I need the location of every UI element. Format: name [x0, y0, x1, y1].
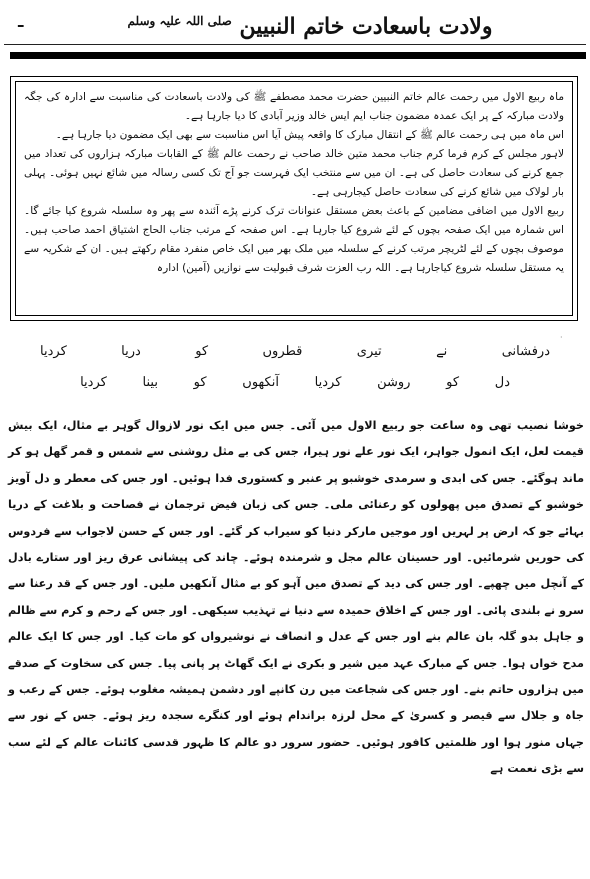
editorial-paragraph: اس ماہ میں ہی رحمت عالم ﷺ کے انتقال مبارک کا واقعہ پیش آیا اس مناسبت سے بھی ایک مضمون دیا جارہا ہے۔	[55, 129, 564, 141]
couplet-line-1	[40, 344, 550, 359]
verse-word: کو	[193, 375, 207, 390]
verse-word: کردیا	[80, 375, 107, 390]
dash-mark: ـ	[18, 12, 24, 31]
title-text: ولادت باسعادت خاتم النبیین	[239, 13, 493, 40]
body-paragraph: خوشا نصیب تھی وہ ساعت جو ربیع الاول میں آئی۔ جس میں ایک نور لازوال گوہر بے مثال، ایک بیش قیمت لعل، ایک انمول جواہر، ایک نور علے نور ہیرا، جس کی بے مثل روشنی سے شمس و قمر گھل ہو کر ماند ہوگئے۔ جس کی ابدی و سرمدی خوشبو پر عنبر و کستوری فدا ہوئیں۔ اور جس کی معطر و دل آویز خوشبو کے تصدق میں پھولوں کو رعنائی ملی۔ جس کی زبان فیض ترجمان نے فصاحت و بلاغت کے دریا بہائے جو کہ ارض پر لہریں اور موجیں مارکر دنیا کو سیراب کر گئے۔ اور جس کے حسن لاجواب سے فردوس کی حوریں شرمائیں۔ اور حسینان عالم مجل و شرمندہ ہوئے۔ چاند کی پیشانی عرق ریز اور ستارے بادل کے آنچل میں چھپے۔ اور جس کی دید کے تصدق میں آہو کو بے مثال آنکھیں ملیں۔ اور جس کے قد رعنا سے سرو نے بلندی پائی۔ اور جس کے اخلاق حمیدہ سے دنیا نے تہذیب سیکھی۔ اور جس کے رحم و کرم سے ظالم و جاہل بدو گلہ بان عالم بنے اور جس کے عدل و انصاف نے نوشیرواں کو مات کیا۔ اور جس کا ایک عالم مدح خواں ہوا۔ جس کے مبارک عہد میں شیر و بکری نے ایک گھاٹ پر پانی پیا۔ جس کی سخاوت کے صدقے میں ہزاروں حاتم بنے۔ اور جس کی شجاعت میں رن کانپے اور دشمن ہمیشہ مغلوب ہوئے۔ جس کے رعب و جاہ و جلال سے قیصر و کسریٰ کے محل لرزہ براندام ہوئے اور کنگرے سجدہ ریز ہوئے۔ جس کے نور سے جہاں منور ہوا اور ظلمتیں کافور ہوئیں۔ حضور سرور دو عالم کا ظہور قدسی کائنات عالم کے لئے سب سے بڑی نعمت ہے	[8, 419, 584, 776]
editorial-paragraph: لاہور مجلس کے کرم فرما کرم جناب محمد متین خالد صاحب نے رحمت عالم ﷺ کے القابات مبارکہ ہزاروں کی تعداد میں جمع کرنے کی سعادت حاصل کی ہے۔ ان میں سے منتخب ایک فہرست جو آج تک کسی رسالہ میں شائع نہیں ہوئی۔ پہلی بار لولاک میں شائع کرنے کی سعادت حاصل کیجارہی ہے۔	[24, 148, 564, 198]
verse-word: کو	[446, 375, 460, 390]
editorial-paragraph: ربیع الاول میں اضافی مضامین کے باعث بعض مستقل عنوانات ترک کرنے پڑے آئندہ سے پھر وہ سلسلہ شروع کیا جائے گا۔ اس شمارہ میں ایک صفحہ بچوں کے لئے شروع کیا جارہا ہے۔ اس صفحہ کے مرتب جناب الحاج اشتیاق احمد صاحب ہیں۔ موصوف بچوں کے لئے لٹریچر مرتب کرنے کے سلسلہ میں ملک بھر میں ایک خاص منفرد مقام رکھتے ہیں۔ ان کے شکریہ سے یہ مستقل سلسلہ شروع کیاجارہا ہے۔ اللہ رب العزت شرف قبولیت سے نوازیں (آمین) ادارہ	[24, 205, 564, 274]
honorific-ligature: صلی اللہ علیہ وسلم	[127, 14, 232, 28]
verse-word: بینا	[142, 375, 158, 390]
verse-word: آنکھوں	[242, 375, 279, 390]
verse-word: تیری	[356, 344, 382, 359]
print-speck: ·	[560, 333, 563, 342]
article-body	[8, 413, 584, 783]
verse-word: روشن	[377, 375, 411, 390]
verse-word: نے	[436, 344, 448, 359]
verse-word: کردیا	[40, 344, 67, 359]
verse-word: کردیا	[314, 375, 342, 390]
editorial-note-inner	[15, 81, 573, 316]
title-rule-thin	[4, 44, 586, 45]
couplet-line-2	[40, 375, 550, 390]
verse-word: قطروں	[262, 344, 303, 359]
page-title	[90, 6, 530, 41]
poetry-couplet	[40, 344, 550, 406]
title-rule-thick	[10, 52, 586, 59]
verse-word: درفشانی	[501, 344, 550, 359]
editorial-note-box	[10, 76, 578, 321]
editorial-paragraph: ماہ ربیع الاول میں رحمت عالم خاتم النبیین حضرت محمد مصطفے ﷺ کی ولادت باسعادت کی مناسبت سے ادارہ کی جگہ ولادت مبارکہ کے پر ایک عمدہ مضمون جناب ایم ایس خالد وزیر آبادی کا دیا جارہا ہے۔	[24, 91, 564, 122]
verse-word: دریا	[121, 344, 141, 359]
verse-word: دل	[494, 375, 510, 390]
verse-word: کو	[195, 344, 209, 359]
